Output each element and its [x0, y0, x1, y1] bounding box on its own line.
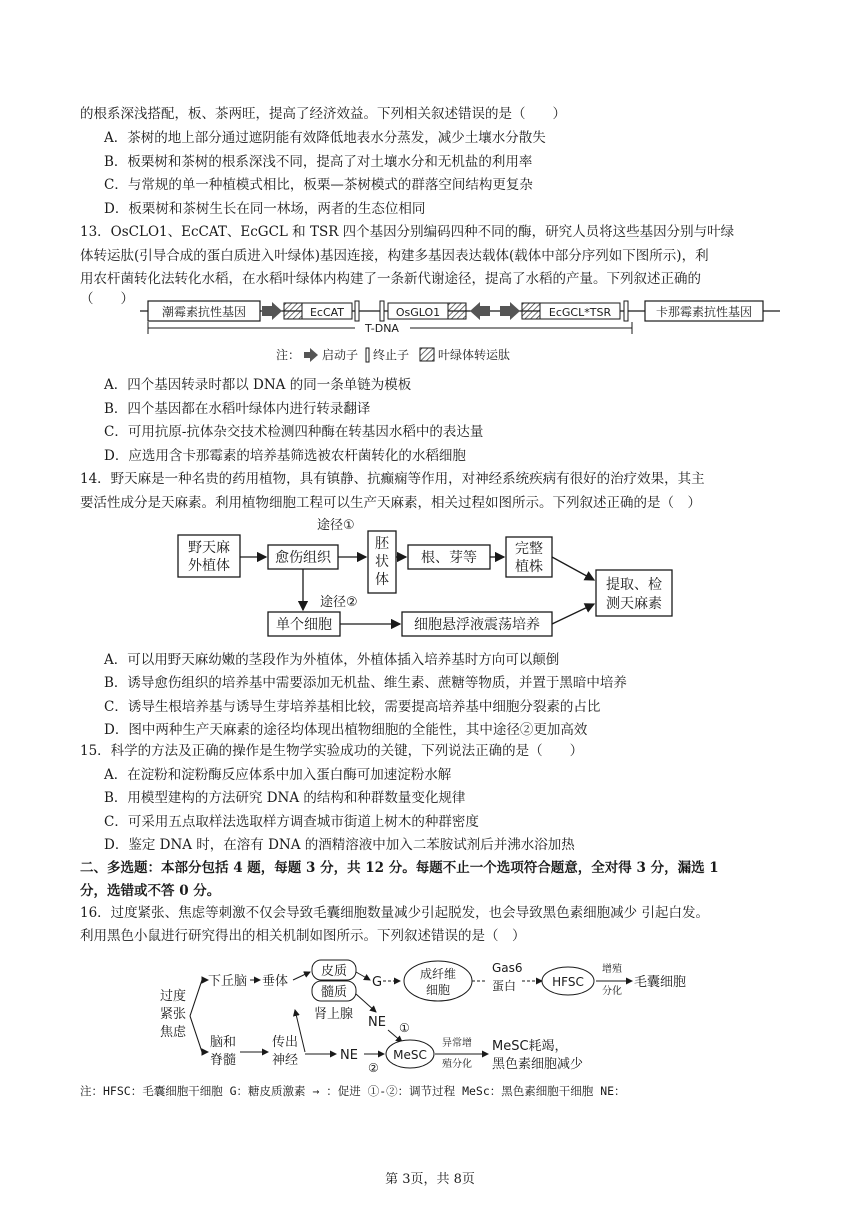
- suspension-label: 细胞悬浮液震荡培养: [414, 617, 540, 633]
- embryoid-c2: 状: [375, 554, 389, 570]
- transit-peptide-block: [284, 303, 302, 319]
- explant-line1: 野天麻: [188, 540, 230, 556]
- efferent-line2: 神经: [272, 1053, 299, 1068]
- q12-stem-end: 的根系深浅搭配，板、茶两旺，提高了经济效益。下列相关叙述错误的是（ ）: [80, 106, 566, 122]
- q13-option-a: A．四个基因转录时都以 DNA 的同一条单链为模板: [104, 377, 412, 393]
- depleted-line2: 黑色素细胞减少: [492, 1057, 584, 1072]
- q13-stem-line3: 用农杆菌转化法转化水稻，在水稻叶绿体内构建了一条新代谢途径，提高了水稻的产量。下列叙述正确的: [80, 271, 701, 287]
- promoter-arrow-icon: [500, 302, 520, 320]
- prolif-bottom: 分化: [602, 986, 622, 997]
- q12-option-d: D．板栗树和茶树生长在同一林场，两者的生态位相同: [104, 201, 426, 217]
- medulla-label: 髓质: [320, 985, 348, 1000]
- gas6-line1: Gas6: [492, 961, 523, 975]
- mesc-label: MeSC: [393, 1048, 427, 1062]
- legend-prefix: 注：: [276, 348, 301, 362]
- legend-terminator-label: 终止子: [373, 348, 410, 362]
- explant-line2: 外植体: [188, 558, 230, 574]
- q13-option-b: B．四个基因都在水稻叶绿体内进行转录翻译: [104, 401, 371, 417]
- embryoid-c3: 体: [375, 572, 389, 588]
- osglo-label: OsGLO1: [395, 306, 441, 319]
- kan-resistance-label: 卡那霉素抗性基因: [655, 305, 753, 319]
- q14-option-d: D．图中两种生产天麻素的途径均体现出植物细胞的全能性，其中途径②更加高效: [104, 722, 588, 738]
- depleted-line1: MeSC耗竭，: [492, 1039, 568, 1054]
- prolif-top: 增殖: [602, 964, 622, 975]
- q16-mechanism-figure: [150, 950, 750, 1078]
- stress-line2: 紧张: [160, 1007, 187, 1022]
- q12-option-b: B．板栗树和茶树的根系深浅不同，提高了对土壤水分和无机盐的利用率: [104, 154, 533, 170]
- hypothalamus-label: 下丘脑: [208, 974, 248, 989]
- terminator-icon: [355, 301, 359, 321]
- q12-option-a: A．茶树的地上部分通过遮阴能有效降低地表水分蒸发，减少土壤水分散失: [104, 130, 546, 146]
- hair-follicle-label: 毛囊细胞: [634, 975, 687, 990]
- efferent-line1: 传出: [272, 1035, 299, 1050]
- legend-promoter-label: 启动子: [322, 348, 359, 362]
- fibroblast-line1: 成纤维: [419, 967, 457, 981]
- rootbud-label: 根、芽等: [421, 550, 477, 566]
- terminator-icon: [380, 301, 384, 321]
- q13-stem-line4: （ ）: [80, 291, 134, 307]
- promoter-reverse-arrow-icon: [470, 302, 490, 320]
- q16-figure-note: 注：HFSC：毛囊细胞干细胞 G：糖皮质激素 → ：促进 ①-②：调节过程 MeSc：黑色素细胞干细胞 NE：: [80, 1084, 626, 1098]
- q14-process-figure: [170, 512, 690, 642]
- fibroblast-line2: 细胞: [425, 983, 451, 997]
- gas6-line2: 蛋白: [492, 979, 517, 993]
- q13-stem-line1: 13．OsCLO1、EcCAT、EcGCL 和 TSR 四个基因分别编码四种不同的酶，研究人员将这些基因分别与叶绿: [80, 224, 735, 240]
- g-label: G: [372, 975, 383, 990]
- path1-label: 途径①: [317, 518, 355, 533]
- q14-option-a: A．可以用野天麻幼嫩的茎段作为外植体，外植体插入培养基时方向可以颠倒: [104, 652, 560, 668]
- page-footer: 第 3页，共 8页: [385, 1172, 475, 1187]
- brain-line1: 脑和: [210, 1035, 237, 1050]
- hyg-resistance-label: 潮霉素抗性基因: [161, 305, 247, 319]
- q15-option-b: B．用模型建构的方法研究 DNA 的结构和种群数量变化规律: [104, 790, 466, 806]
- q16-stem-line2: 利用黑色小鼠进行研究得出的相关机制如图所示。下列叙述错误的是（ ）: [80, 928, 526, 944]
- promoter-arrow-icon: [262, 302, 282, 320]
- ecgcl-label: EcGCL*TSR: [548, 306, 612, 319]
- hfsc-label: HFSC: [552, 975, 584, 989]
- ne-bottom-label: NE: [340, 1048, 358, 1063]
- brain-line2: 脊髓: [210, 1053, 237, 1068]
- terminator-icon: [624, 301, 628, 321]
- q15-option-d: D．鉴定 DNA 时，在溶有 DNA 的酒精溶液中加入二苯胺试剂后并沸水浴加热: [104, 837, 575, 853]
- section2-heading-line1: 二、多选题：本部分包括 4 题，每题 3 分，共 12 分。每题不止一个选项符合题意，全对得 3 分，漏选 1: [80, 860, 719, 876]
- stress-line3: 焦虑: [160, 1025, 187, 1040]
- circle2-label: ②: [368, 1061, 379, 1075]
- tdna-label: T-DNA: [365, 322, 399, 335]
- q13-vector-figure: [140, 296, 780, 368]
- extract-line2: 测天麻素: [606, 596, 662, 612]
- q14-stem-line2: 要活性成分是天麻素。利用植物细胞工程可以生产天麻素，相关过程如图所示。下列叙述正确的是（ ）: [80, 495, 701, 511]
- adrenal-label: 肾上腺: [314, 1007, 354, 1022]
- legend-promoter-icon: [304, 348, 318, 362]
- plant-line1: 完整: [515, 541, 543, 557]
- extract-line1: 提取、检: [606, 577, 662, 593]
- legend-transit-icon: [420, 348, 434, 361]
- pituitary-label: 垂体: [262, 974, 289, 989]
- q16-stem-line1: 16．过度紧张、焦虑等刺激不仅会导致毛囊细胞数量减少引起脱发，也会导致黑色素细胞减少 引起白发。: [80, 905, 709, 921]
- ne-top-label: NE: [368, 1015, 386, 1030]
- q14-option-c: C．诱导生根培养基与诱导生芽培养基相比较，需要提高培养基中细胞分裂素的占比: [104, 699, 601, 715]
- legend-transit-label: 叶绿体转运肽: [438, 348, 511, 362]
- ecat-label: EcCAT: [309, 306, 345, 319]
- q15-option-c: C．可采用五点取样法选取样方调查城市街道上树木的种群密度: [104, 814, 479, 830]
- abnormal-top: 异常增: [442, 1038, 472, 1049]
- single-cell-label: 单个细胞: [276, 617, 332, 633]
- q14-stem-line1: 14．野天麻是一种名贵的药用植物，具有镇静、抗癫痫等作用，对神经系统疾病有很好的治疗效果，其主: [80, 471, 705, 487]
- q15-stem: 15．科学的方法及正确的操作是生物学实验成功的关键，下列说法正确的是（ ）: [80, 743, 584, 759]
- q15-option-a: A．在淀粉和淀粉酶反应体系中加入蛋白酶可加速淀粉水解: [104, 767, 452, 783]
- q13-stem-line2: 体转运肽(引导合成的蛋白质进入叶绿体)基因连接，构建多基因表达载体(载体中部分序列如下图所示)，利: [80, 248, 709, 264]
- section2-heading-line2: 分，选错或不答 0 分。: [80, 883, 221, 899]
- embryoid-c1: 胚: [375, 536, 389, 552]
- q14-option-b: B．诱导愈伤组织的培养基中需要添加无机盐、维生素、蔗糖等物质，并置于黑暗中培养: [104, 675, 627, 691]
- transit-peptide-block: [448, 303, 466, 319]
- circle1-label: ①: [399, 1021, 410, 1035]
- callus-label: 愈伤组织: [275, 550, 331, 566]
- cortex-label: 皮质: [320, 964, 348, 979]
- path2-label: 途径②: [320, 595, 358, 610]
- q13-option-c: C．可用抗原-抗体杂交技术检测四种酶在转基因水稻中的表达量: [104, 424, 484, 440]
- q13-option-d: D．应选用含卡那霉素的培养基筛选被农杆菌转化的水稻细胞: [104, 448, 466, 464]
- q12-option-c: C．与常规的单一种植模式相比，板栗—茶树模式的群落空间结构更复杂: [104, 177, 533, 193]
- plant-line2: 植株: [515, 559, 543, 575]
- transit-peptide-block: [522, 303, 540, 319]
- abnormal-bottom: 殖分化: [442, 1059, 472, 1070]
- legend-terminator-icon: [366, 348, 369, 362]
- stress-line1: 过度: [160, 989, 187, 1004]
